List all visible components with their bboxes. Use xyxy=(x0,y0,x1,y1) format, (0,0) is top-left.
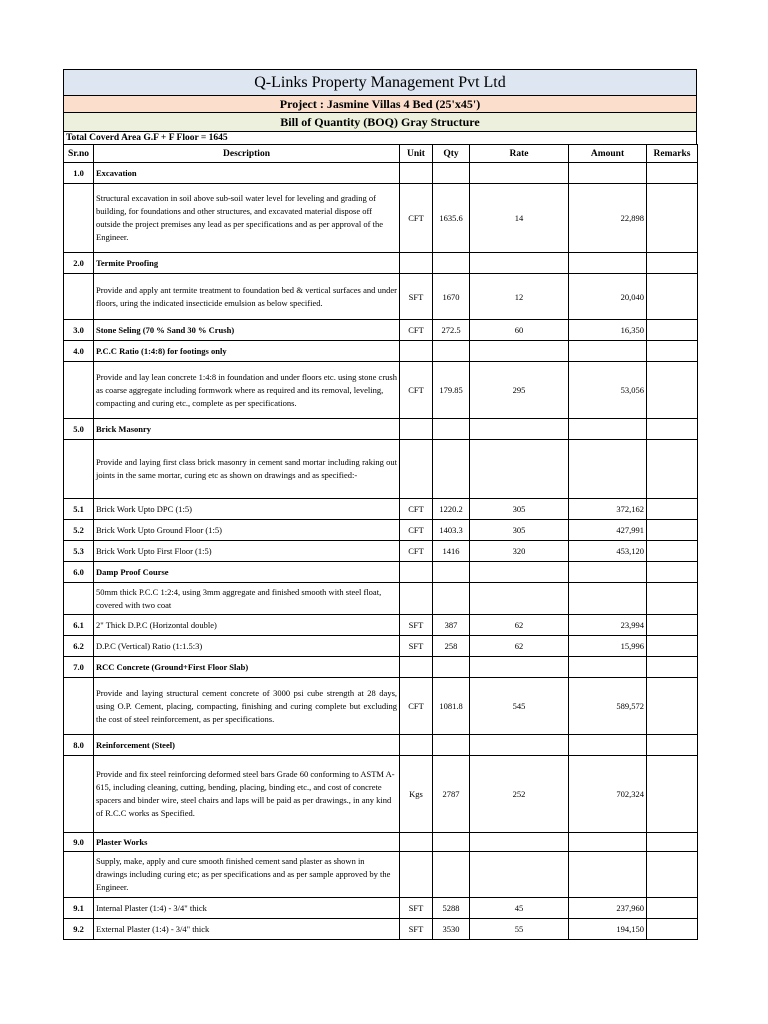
row-remarks xyxy=(647,419,698,440)
row-unit: CFT xyxy=(400,184,433,253)
row-rate: 305 xyxy=(470,520,569,541)
row-rate: 62 xyxy=(470,636,569,657)
row-remarks xyxy=(647,362,698,419)
boq-sheet xyxy=(63,69,697,940)
row-unit xyxy=(400,253,433,274)
row-qty: 179.85 xyxy=(433,362,470,419)
row-description: Brick Work Upto Ground Floor (1:5) xyxy=(94,520,400,541)
row-remarks xyxy=(647,562,698,583)
row-srno xyxy=(64,362,94,419)
table-row xyxy=(64,440,698,499)
company-title: Q-Links Property Management Pvt Ltd xyxy=(63,69,697,95)
col-remarks: Remarks xyxy=(647,145,698,163)
table-row xyxy=(64,362,698,419)
col-rate: Rate xyxy=(470,145,569,163)
row-srno: 9.0 xyxy=(64,833,94,852)
table-row xyxy=(64,898,698,919)
row-description: Provide and apply ant termite treatment to foundation bed & vertical surfaces and under floors, uring the indicated insecticide emulsion as below specified. xyxy=(94,274,400,320)
row-srno: 7.0 xyxy=(64,657,94,678)
table-row xyxy=(64,657,698,678)
table-row xyxy=(64,735,698,756)
row-description: Brick Work Upto First Floor (1:5) xyxy=(94,541,400,562)
row-unit xyxy=(400,419,433,440)
row-unit: CFT xyxy=(400,678,433,735)
row-amount: 20,040 xyxy=(569,274,647,320)
row-rate xyxy=(470,253,569,274)
row-description: Supply, make, apply and cure smooth finished cement sand plaster as shown in drawings including curing etc; as per specifications and as per sample approved by the Engineer. xyxy=(94,852,400,898)
row-srno: 2.0 xyxy=(64,253,94,274)
row-unit xyxy=(400,657,433,678)
row-amount: 194,150 xyxy=(569,919,647,940)
row-amount xyxy=(569,440,647,499)
row-description: P.C.C Ratio (1:4:8) for footings only xyxy=(94,341,400,362)
row-description: Damp Proof Course xyxy=(94,562,400,583)
row-qty xyxy=(433,735,470,756)
row-srno: 6.1 xyxy=(64,615,94,636)
row-amount xyxy=(569,253,647,274)
row-unit xyxy=(400,735,433,756)
row-remarks xyxy=(647,541,698,562)
row-srno xyxy=(64,678,94,735)
row-qty: 387 xyxy=(433,615,470,636)
row-remarks xyxy=(647,678,698,735)
table-row xyxy=(64,320,698,341)
row-remarks xyxy=(647,499,698,520)
row-description: D.P.C (Vertical) Ratio (1:1.5:3) xyxy=(94,636,400,657)
col-description: Description xyxy=(94,145,400,163)
row-qty: 3530 xyxy=(433,919,470,940)
row-srno: 5.2 xyxy=(64,520,94,541)
row-srno xyxy=(64,184,94,253)
row-amount: 589,572 xyxy=(569,678,647,735)
col-unit: Unit xyxy=(400,145,433,163)
table-row xyxy=(64,852,698,898)
row-srno: 3.0 xyxy=(64,320,94,341)
row-remarks xyxy=(647,184,698,253)
row-qty xyxy=(433,253,470,274)
row-rate: 305 xyxy=(470,499,569,520)
row-remarks xyxy=(647,440,698,499)
row-description: External Plaster (1:4) - 3/4" thick xyxy=(94,919,400,940)
row-rate: 62 xyxy=(470,615,569,636)
row-description: Excavation xyxy=(94,163,400,184)
row-srno: 1.0 xyxy=(64,163,94,184)
row-remarks xyxy=(647,919,698,940)
row-remarks xyxy=(647,583,698,615)
row-description: Provide and lay lean concrete 1:4:8 in foundation and under floors etc. using stone crush as coarse aggregate including formwork where as required and its removal, leveling, compacting and curing etc., complete as per specifications. xyxy=(94,362,400,419)
row-qty xyxy=(433,657,470,678)
table-row xyxy=(64,919,698,940)
table-row xyxy=(64,499,698,520)
row-qty xyxy=(433,562,470,583)
row-srno: 9.2 xyxy=(64,919,94,940)
row-rate xyxy=(470,735,569,756)
row-qty xyxy=(433,852,470,898)
col-amount: Amount xyxy=(569,145,647,163)
row-amount: 427,991 xyxy=(569,520,647,541)
covered-area: Total Coverd Area G.F + F Floor = 1645 xyxy=(63,131,697,144)
table-row xyxy=(64,253,698,274)
row-description: Structural excavation in soil above sub-soil water level for leveling and grading of building, for foundations and other structures, and excavated material dispose off outside the project premises any lead as per specifications and as per approval of the Engineer. xyxy=(94,184,400,253)
row-unit: CFT xyxy=(400,362,433,419)
table-row xyxy=(64,678,698,735)
table-row xyxy=(64,163,698,184)
row-srno: 5.1 xyxy=(64,499,94,520)
row-unit: SFT xyxy=(400,274,433,320)
row-amount: 237,960 xyxy=(569,898,647,919)
row-unit xyxy=(400,562,433,583)
row-srno xyxy=(64,583,94,615)
row-srno: 9.1 xyxy=(64,898,94,919)
row-amount: 16,350 xyxy=(569,320,647,341)
row-srno xyxy=(64,440,94,499)
table-row xyxy=(64,833,698,852)
table-row xyxy=(64,562,698,583)
row-remarks xyxy=(647,520,698,541)
row-unit xyxy=(400,341,433,362)
row-amount: 22,898 xyxy=(569,184,647,253)
row-description: Stone Seling (70 % Sand 30 % Crush) xyxy=(94,320,400,341)
row-unit: SFT xyxy=(400,919,433,940)
row-rate: 14 xyxy=(470,184,569,253)
row-rate xyxy=(470,419,569,440)
table-row xyxy=(64,419,698,440)
row-srno xyxy=(64,274,94,320)
row-amount: 453,120 xyxy=(569,541,647,562)
row-rate: 55 xyxy=(470,919,569,940)
row-srno: 6.2 xyxy=(64,636,94,657)
row-description: 50mm thick P.C.C 1:2:4, using 3mm aggregate and finished smooth with steel float, covered with two coat xyxy=(94,583,400,615)
row-amount xyxy=(569,341,647,362)
row-qty xyxy=(433,163,470,184)
row-remarks xyxy=(647,615,698,636)
row-unit xyxy=(400,852,433,898)
row-amount: 702,324 xyxy=(569,756,647,833)
row-rate xyxy=(470,833,569,852)
row-rate xyxy=(470,852,569,898)
row-amount xyxy=(569,163,647,184)
col-srno: Sr.no xyxy=(64,145,94,163)
row-unit: Kgs xyxy=(400,756,433,833)
row-unit xyxy=(400,440,433,499)
row-description: Internal Plaster (1:4) - 3/4" thick xyxy=(94,898,400,919)
row-unit: CFT xyxy=(400,541,433,562)
row-rate xyxy=(470,583,569,615)
row-amount: 23,994 xyxy=(569,615,647,636)
row-qty: 1081.8 xyxy=(433,678,470,735)
row-unit: CFT xyxy=(400,499,433,520)
row-qty: 258 xyxy=(433,636,470,657)
row-description: Provide and fix steel reinforcing deformed steel bars Grade 60 conforming to ASTM A-615, including cleaning, cutting, bending, placing, binding etc., and cost of concrete spacers and binder wire, steel chairs and laps will be paid as per drawings., in any kind of R.C.C works as Specified. xyxy=(94,756,400,833)
table-row xyxy=(64,756,698,833)
row-remarks xyxy=(647,253,698,274)
row-description: Provide and laying structural cement concrete of 3000 psi cube strength at 28 days, using O.P. Cement, placing, compacting, finishing and curing complete but excluding the cost of steel reinforcement, as per specifications. xyxy=(94,678,400,735)
row-amount xyxy=(569,583,647,615)
row-amount xyxy=(569,852,647,898)
row-remarks xyxy=(647,163,698,184)
row-amount xyxy=(569,419,647,440)
row-amount: 53,056 xyxy=(569,362,647,419)
row-qty: 1635.6 xyxy=(433,184,470,253)
row-unit xyxy=(400,583,433,615)
row-description: Reinforcement (Steel) xyxy=(94,735,400,756)
row-remarks xyxy=(647,657,698,678)
row-srno xyxy=(64,756,94,833)
row-unit xyxy=(400,833,433,852)
row-description: Plaster Works xyxy=(94,833,400,852)
row-rate: 45 xyxy=(470,898,569,919)
row-rate xyxy=(470,341,569,362)
row-rate xyxy=(470,657,569,678)
row-rate: 320 xyxy=(470,541,569,562)
table-row xyxy=(64,615,698,636)
row-amount: 15,996 xyxy=(569,636,647,657)
row-srno: 5.3 xyxy=(64,541,94,562)
row-srno: 8.0 xyxy=(64,735,94,756)
row-description: 2" Thick D.P.C (Horizontal double) xyxy=(94,615,400,636)
row-srno xyxy=(64,852,94,898)
row-unit: CFT xyxy=(400,320,433,341)
row-qty: 2787 xyxy=(433,756,470,833)
row-remarks xyxy=(647,274,698,320)
row-unit: CFT xyxy=(400,520,433,541)
row-qty: 1403.3 xyxy=(433,520,470,541)
row-description: Brick Work Upto DPC (1:5) xyxy=(94,499,400,520)
row-remarks xyxy=(647,833,698,852)
table-row xyxy=(64,274,698,320)
table-row xyxy=(64,636,698,657)
row-unit xyxy=(400,163,433,184)
header-row xyxy=(64,145,698,163)
row-unit: SFT xyxy=(400,636,433,657)
row-amount xyxy=(569,657,647,678)
col-qty: Qty xyxy=(433,145,470,163)
row-qty xyxy=(433,440,470,499)
row-amount xyxy=(569,833,647,852)
row-unit: SFT xyxy=(400,615,433,636)
row-remarks xyxy=(647,320,698,341)
row-remarks xyxy=(647,341,698,362)
row-qty xyxy=(433,833,470,852)
row-rate xyxy=(470,163,569,184)
boq-table xyxy=(63,144,698,940)
row-description: RCC Concrete (Ground+First Floor Slab) xyxy=(94,657,400,678)
table-row xyxy=(64,541,698,562)
table-row xyxy=(64,520,698,541)
row-description: Brick Masonry xyxy=(94,419,400,440)
row-rate: 12 xyxy=(470,274,569,320)
row-srno: 6.0 xyxy=(64,562,94,583)
row-qty: 1220.2 xyxy=(433,499,470,520)
table-row xyxy=(64,184,698,253)
table-row xyxy=(64,583,698,615)
row-amount: 372,162 xyxy=(569,499,647,520)
row-remarks xyxy=(647,636,698,657)
row-rate: 295 xyxy=(470,362,569,419)
row-description: Termite Proofing xyxy=(94,253,400,274)
row-rate: 545 xyxy=(470,678,569,735)
table-row xyxy=(64,341,698,362)
row-qty: 1670 xyxy=(433,274,470,320)
row-qty xyxy=(433,419,470,440)
project-title: Project : Jasmine Villas 4 Bed (25'x45') xyxy=(63,95,697,112)
row-qty: 5288 xyxy=(433,898,470,919)
row-remarks xyxy=(647,898,698,919)
row-rate: 252 xyxy=(470,756,569,833)
row-remarks xyxy=(647,756,698,833)
row-qty xyxy=(433,583,470,615)
row-amount xyxy=(569,735,647,756)
boq-title: Bill of Quantity (BOQ) Gray Structure xyxy=(63,112,697,131)
row-remarks xyxy=(647,852,698,898)
row-srno: 5.0 xyxy=(64,419,94,440)
row-qty: 272.5 xyxy=(433,320,470,341)
row-unit: SFT xyxy=(400,898,433,919)
row-rate xyxy=(470,562,569,583)
row-srno: 4.0 xyxy=(64,341,94,362)
row-amount xyxy=(569,562,647,583)
row-qty xyxy=(433,341,470,362)
row-rate: 60 xyxy=(470,320,569,341)
row-remarks xyxy=(647,735,698,756)
row-description: Provide and laying first class brick masonry in cement sand mortar including raking out joints in the same mortar, curing etc as shown on drawings and as specified:- xyxy=(94,440,400,499)
row-qty: 1416 xyxy=(433,541,470,562)
row-rate xyxy=(470,440,569,499)
